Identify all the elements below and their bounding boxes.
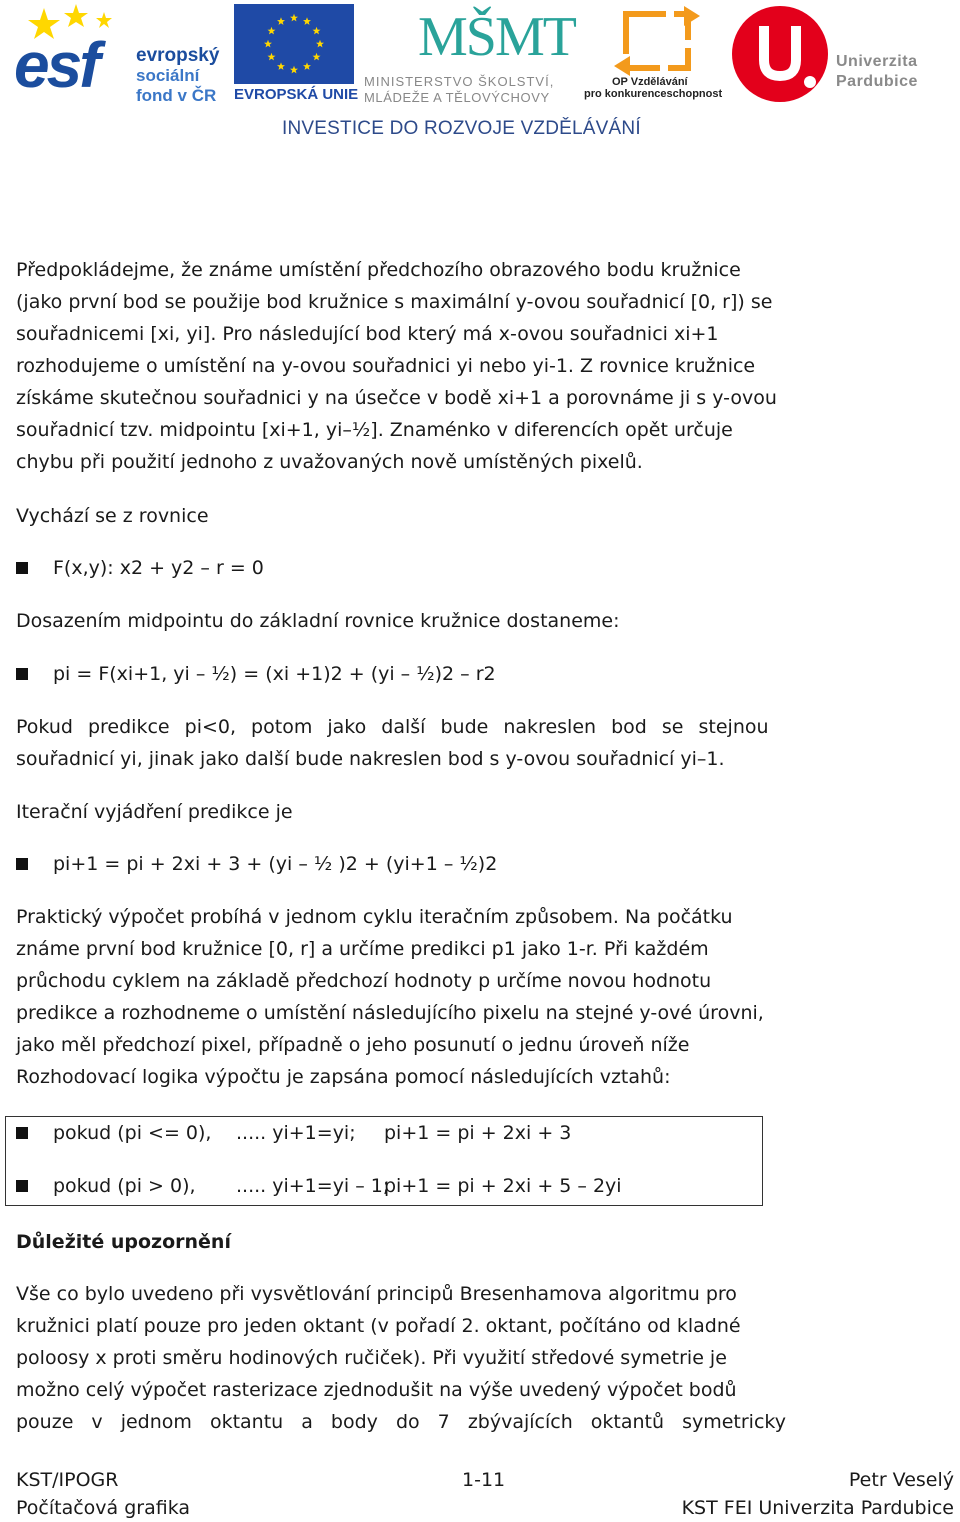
eu-star-icon	[290, 66, 298, 74]
rule-condition: pokud (pi <= 0),	[53, 1122, 212, 1144]
rule-p-update: pi+1 = pi + 2xi + 3	[384, 1122, 572, 1144]
esf-wordmark: esf	[14, 29, 98, 101]
esf-logo	[14, 4, 230, 104]
eu-star-icon	[303, 17, 311, 25]
eu-star-icon	[290, 14, 298, 22]
from-equation-text: Vychází se z rovnice	[16, 505, 209, 527]
text-line: získáme skutečnou souřadnici y na úsečce v bodě xi+1 a porovnáme ji s y-ovou	[16, 387, 777, 409]
eu-star-icon	[316, 40, 324, 48]
text-line: predikce a rozhodneme o umístění následujícího pixelu na stejné y-ové úrovni,	[16, 1002, 764, 1024]
text-line: kružnici platí pouze pro jeden oktant (v pořadí 2. oktant, počítáno od kladné	[16, 1315, 741, 1337]
text-line: souřadnicí yi, jinak jako další bude nakreslen bod s y-ovou souřadnicí yi–1.	[16, 748, 725, 770]
equation-text: pi+1 = pi + 2xi + 3 + (yi – ½ )2 + (yi+1 – ½)2	[53, 853, 498, 875]
text-line: souřadnicí tzv. midpointu [xi+1, yi–½]. Znaménko v diferencích opět určuje	[16, 419, 733, 441]
text-line: poloosy x proti směru hodinových ručiček). Při využití středové symetrie je	[16, 1347, 727, 1369]
op-logo	[584, 4, 724, 108]
text-line: Předpokládejme, že známe umístění předchozího obrazového bodu kružnice	[16, 259, 741, 281]
rule-p-update: pi+1 = pi + 2xi + 5 – 2yi	[384, 1175, 622, 1197]
eu-flag-icon	[234, 4, 354, 84]
eu-star-icon	[313, 53, 321, 61]
eu-star-icon	[267, 53, 275, 61]
page-number: 1-11	[462, 1469, 506, 1491]
eu-label: EVROPSKÁ UNIE	[234, 86, 359, 103]
page-footer	[0, 1466, 960, 1522]
square-bullet-icon	[16, 1180, 28, 1192]
msmt-line1: MINISTERSTVO ŠKOLSTVÍ,	[364, 74, 555, 89]
square-bullet-icon	[16, 668, 28, 680]
op-line2: pro konkurenceschopnost	[584, 88, 723, 100]
substitution-text: Dosazením midpointu do základní rovnice kružnice dostaneme:	[16, 610, 620, 632]
eu-star-icon	[313, 27, 321, 35]
op-arrows-icon	[614, 4, 704, 76]
department: KST FEI Univerzita Pardubice	[681, 1497, 954, 1519]
course-name: Počítačová grafika	[16, 1497, 191, 1519]
equation-text: pi = F(xi+1, yi – ½) = (xi +1)2 + (yi – ½)2 – r2	[53, 663, 496, 685]
text-line: jako měl předchozí pixel, případně o jeho posunutí o jednu úroveň níže	[16, 1034, 690, 1056]
footer-course	[16, 1466, 190, 1522]
rule-condition: pokud (pi > 0),	[53, 1175, 196, 1197]
msmt-line2: MLÁDEŽE A TĚLOVÝCHOVY	[364, 90, 550, 105]
msmt-mark: MŠMT	[418, 6, 575, 68]
logo-banner	[0, 0, 960, 150]
equation-text: F(x,y): x2 + y2 – r = 0	[53, 557, 264, 579]
eu-star-icon	[277, 62, 285, 70]
text-line: souřadnicemi [xi, yi]. Pro následující bod který má x-ovou souřadnici xi+1	[16, 323, 719, 345]
author-name: Petr Veselý	[848, 1469, 954, 1491]
rule-y-update: ..... yi+1=yi;	[236, 1122, 356, 1144]
upa-name: Univerzita Pardubice	[836, 53, 918, 90]
eu-star-icon	[264, 40, 272, 48]
text-line: známe první bod kružnice [0, r] a určíme predikci p1 jako 1-r. Při každém	[16, 938, 709, 960]
op-line1: OP Vzdělávání	[612, 76, 688, 88]
square-bullet-icon	[16, 562, 28, 574]
eu-star-icon	[303, 62, 311, 70]
text-line: Pokud predikce pi<0, potom jako další bude nakreslen bod se stejnou	[16, 716, 769, 738]
esf-caption: evropský sociální fond v ČR	[136, 45, 220, 105]
text-line: chybu při použití jednoho z uvažovaných nově umístěných pixelů.	[16, 451, 643, 473]
text-line: Rozhodovací logika výpočtu je zapsána pomocí následujících vztahů:	[16, 1066, 671, 1088]
msmt-logo	[364, 2, 578, 106]
rule-y-update: ..... yi+1=yi – 1;	[236, 1175, 390, 1197]
footer-author	[682, 1466, 954, 1522]
text-line: průchodu cyklem na základě předchozí hodnoty p určíme novou hodnotu	[16, 970, 712, 992]
upa-u-icon	[730, 4, 830, 104]
iterative-text: Iterační vyjádření predikce je	[16, 801, 293, 823]
tagline: INVESTICE DO ROZVOJE VZDĚLÁVÁNÍ	[282, 118, 641, 139]
eu-logo	[234, 4, 359, 104]
note-heading: Důležité upozornění	[16, 1231, 231, 1253]
text-line: rozhodujeme o umístění na y-ovou souřadnici yi nebo yi-1. Z rovnice kružnice	[16, 355, 756, 377]
text-line: (jako první bod se použije bod kružnice s maximální y-ovou souřadnicí [0, r]) se	[16, 291, 773, 313]
univerzita-pardubice-logo	[730, 4, 930, 108]
course-code: KST/IPOGR	[16, 1469, 119, 1491]
square-bullet-icon	[16, 1127, 28, 1139]
square-bullet-icon	[16, 858, 28, 870]
text-line: Praktický výpočet probíhá v jednom cyklu iteračním způsobem. Na počátku	[16, 906, 733, 928]
text-line: Vše co bylo uvedeno při vysvětlování principů Bresenhamova algoritmu pro	[16, 1283, 737, 1305]
eu-star-icon	[267, 27, 275, 35]
eu-star-icon	[277, 17, 285, 25]
text-line: možno celý výpočet rasterizace zjednodušit na výše uvedený výpočet bodů	[16, 1379, 737, 1401]
text-line: pouze v jednom oktantu a body do 7 zbývajících oktantů symetricky	[16, 1411, 786, 1433]
